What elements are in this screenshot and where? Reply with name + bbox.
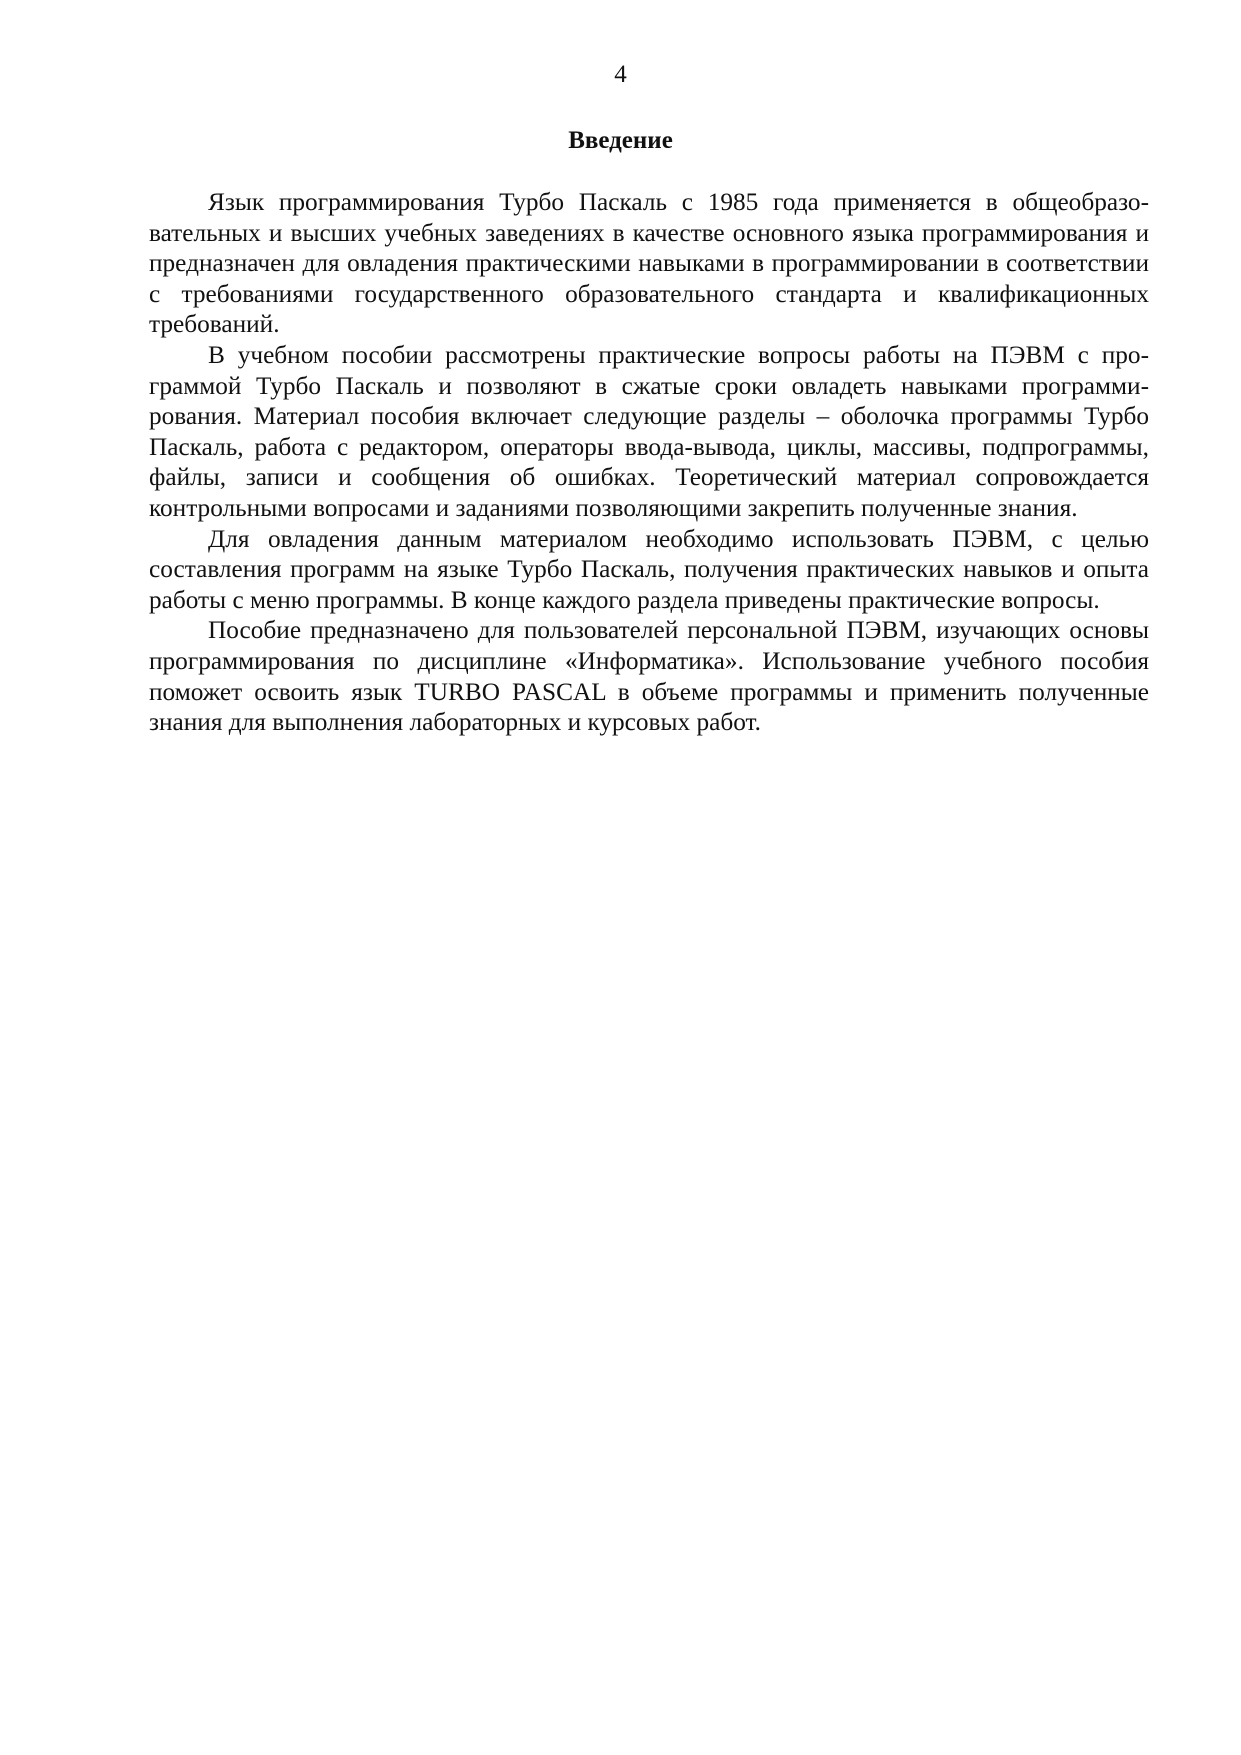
page-title: Введение (568, 127, 673, 154)
body-text (149, 187, 1149, 738)
paragraph-intro: Язык программирования Турбо Паскаль с 1985 года применяется в общеобразовательных и высших учебных заведениях в качестве основного языка программирования и предназначен для овладения практическими навыками в программировании в соответствии с требованиями государственного образовательного стандарта и квалификационных требований. (149, 188, 1149, 339)
paragraph-contents: В учебном пособии рассмотрены практические вопросы работы на ПЭВМ с программой Турбо Паскаль и позволяют в сжатые сроки овладеть навыками программирования. Материал пособия включает следующие разделы – оболочка программы Турбо Паскаль, работа с редактором, операторы ввода-вывода, циклы, массивы, подпрограммы, файлы, записи и сообщения об ошибках. Теоретический материал сопровождается контрольными вопросами и заданиями позволяющими закрепить полученные знания. (149, 340, 1149, 522)
page-number: 4 (614, 61, 627, 88)
paragraph-requirements: Для овладения данным материалом необходимо использовать ПЭВМ, с целью составления программ на языке Турбо Паскаль, получения практических навыков и опыта работы с меню программы. В конце каждого раздела приведены практические вопросы. (149, 524, 1149, 614)
paragraph-audience: Пособие предназначено для пользователей персональной ПЭВМ, изучающих основы программирования по дисциплине «Информатика». Использование учебного пособия поможет освоить язык TURBO PASCAL в объеме программы и применить полученные знания для выполнения лабораторных и курсовых работ. (149, 616, 1149, 737)
